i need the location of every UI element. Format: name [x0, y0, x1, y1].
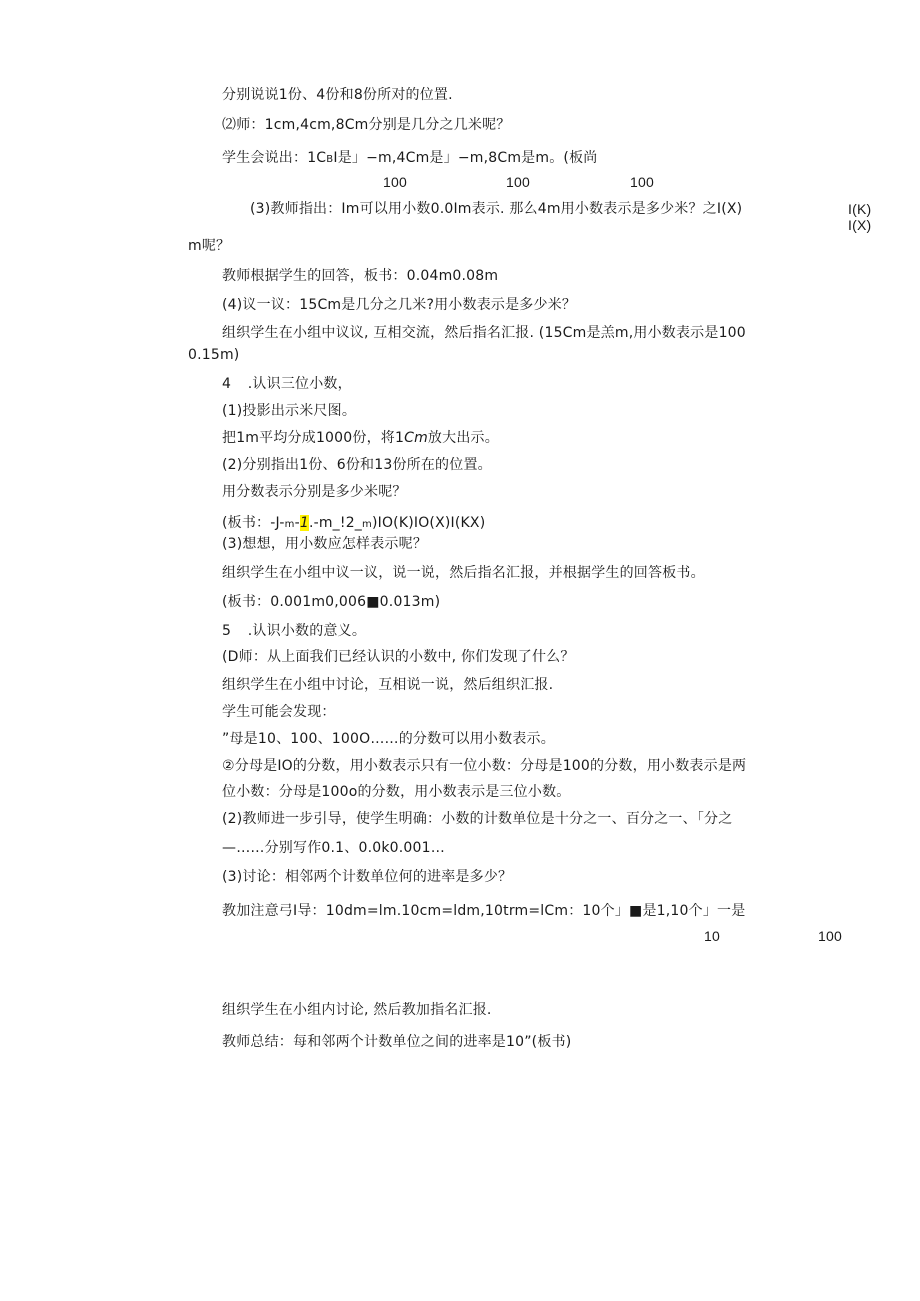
text-line: 教师总结：每和邻两个计数单位之间的进率是10”(板书) [222, 1034, 572, 1050]
text-line: (1)投影出示米尺图。 [222, 403, 357, 419]
text-line: 组织学生在小组中讨论，互相说一说，然后组织汇报. [222, 677, 554, 693]
text-fragment: 把1m平均分成1000份，将1 [222, 430, 405, 446]
denominator: 100 [506, 174, 530, 190]
section-title: .认识三位小数， [247, 376, 352, 392]
subscript-fragment: m [284, 519, 295, 530]
text-line: (3)讨论：相邻两个计数单位何的进率是多少？ [222, 869, 513, 885]
text-fragment: - [294, 515, 300, 531]
text-line: 分别说说1份、4份和8份所对的位置. [222, 87, 453, 103]
text-line: 组织学生在小组内讨论, 然后教加指名汇报. [222, 1002, 492, 1018]
text-line: ”母是10、100、100O……的分数可以用小数表示。 [222, 731, 555, 747]
fraction-fragment: I(X) [848, 217, 872, 233]
subscript-fragment: m [362, 519, 372, 530]
text-line: (3)想想，用小数应怎样表示呢？ [222, 536, 428, 552]
text-fragment: I是」−m,4Cm是」−m,8Cm是m。(板尚 [333, 150, 598, 166]
section-number: 5 [222, 623, 232, 639]
text-fragment: 学生会说出：1C [222, 150, 327, 166]
section-number: 4 [222, 376, 232, 392]
text-line: 用分数表示分别是多少米呢？ [222, 484, 407, 500]
unit-fragment: Cm [404, 430, 428, 446]
text-line: (2)教师进一步引导，使学生明确：小数的计数单位是十分之一、百分之一、「分之 [222, 811, 733, 827]
text-line [222, 429, 499, 447]
text-line: 组织学生在小组中议一议，说一说，然后指名汇报，并根据学生的回答板书。 [222, 565, 705, 581]
highlighted-fragment: 1 [299, 515, 309, 531]
text-line: 0.15m) [188, 347, 240, 363]
text-line: 学生可能会发现： [222, 704, 336, 720]
text-line [222, 149, 597, 169]
text-fragment: 放大出示。 [427, 430, 499, 446]
text-fragment: .-m_!2_ [308, 515, 362, 531]
text-line: (板书：0.001m0,006■0.013m) [222, 594, 441, 610]
denominator: 100 [818, 928, 842, 944]
text-fragment: (板书：-J- [222, 515, 285, 531]
subscript-fragment: B [326, 154, 334, 165]
fraction-fragment: I(K) [848, 201, 872, 217]
text-line [222, 514, 485, 534]
text-line: (3)教师指出：Im可以用小数0.0Im表示. 那么4m用小数表示是多少米？之I(X) [250, 201, 743, 217]
denominator: 10 [704, 928, 720, 944]
section-heading [222, 375, 352, 393]
text-line: 教加注意弓I导：10dm=lm.10cm=ldm,10trm=lCm：10个」■是1,10个」一是 [222, 903, 746, 919]
section-title: .认识小数的意义。 [247, 623, 367, 639]
text-line: 位小数：分母是100o的分数，用小数表示是三位小数。 [222, 784, 571, 800]
text-line: (D师：从上面我们已经认识的小数中, 你们发现了什么？ [222, 649, 575, 665]
text-line: (4)议一议：15Cm是几分之几米?用小数表示是多少米？ [222, 297, 577, 313]
text-line: m呢？ [188, 238, 231, 254]
text-line: 组织学生在小组中议议, 互相交流，然后指名汇报. (15Cm是羔m,用小数表示是100 [222, 325, 746, 341]
text-line: —……分别写作0.1、0.0k0.001… [222, 840, 445, 856]
text-line: (2)分别指出1份、6份和13份所在的位置。 [222, 457, 492, 473]
denominator: 100 [383, 174, 407, 190]
text-line: ⑵师：1cm,4cm,8Cm分别是几分之几米呢？ [222, 117, 511, 133]
denominator: 100 [630, 174, 654, 190]
text-fragment: )IO(K)IO(X)I(KX) [371, 515, 486, 531]
text-line: 教师根据学生的回答，板书：0.04m0.08m [222, 268, 499, 284]
text-line: ②分母是IO的分数，用小数表示只有一位小数：分母是100的分数，用小数表示是两 [222, 758, 747, 774]
section-heading [222, 622, 366, 640]
